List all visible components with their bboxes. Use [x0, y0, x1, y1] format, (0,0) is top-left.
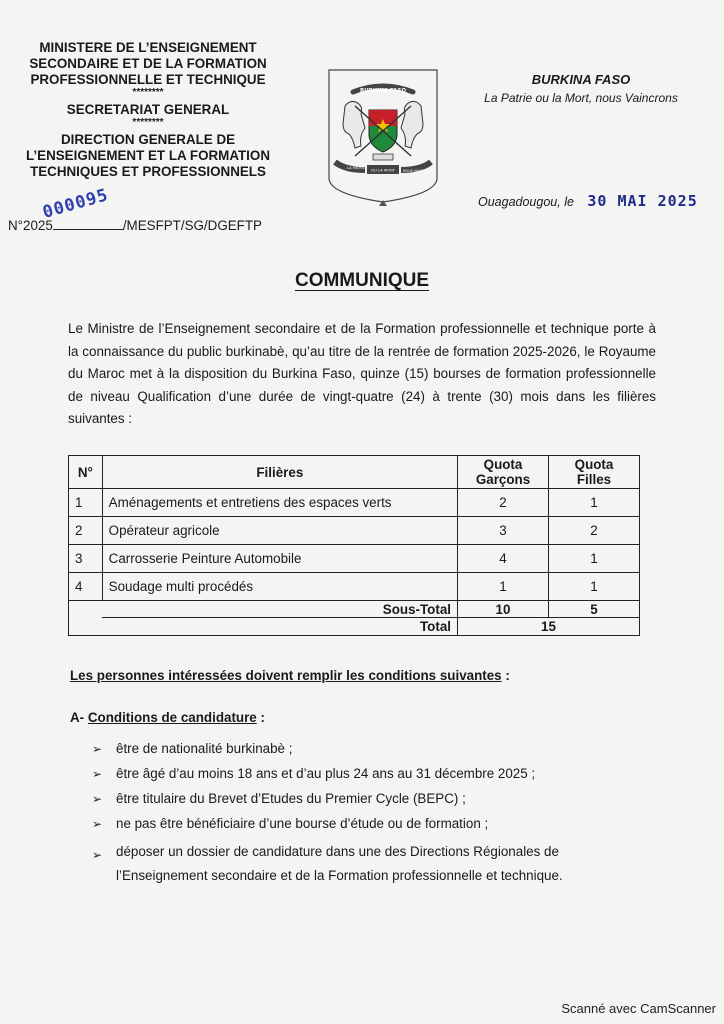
row-number: 4: [69, 573, 103, 601]
date-prefix: Ouagadougou, le: [478, 195, 574, 209]
direction-line: TECHNIQUES ET PROFESSIONNELS: [30, 164, 266, 179]
row-number: 3: [69, 545, 103, 573]
row-filiere: Soudage multi procédés: [102, 573, 457, 601]
direction-line: DIRECTION GENERALE DE: [60, 132, 236, 147]
row-quota-filles: 1: [549, 545, 640, 573]
list-item: ➢ être titulaire du Brevet d’Etudes du Premier Cycle (BEPC) ;: [92, 791, 466, 806]
subtotal-filles: 5: [549, 601, 640, 618]
arrow-bullet-icon: ➢: [92, 742, 103, 756]
row-number: 2: [69, 517, 103, 545]
row-filiere: Opérateur agricole: [102, 517, 457, 545]
scholarship-table: [68, 455, 640, 636]
conditions-intro: Les personnes intéressées doivent remplir les conditions suivantes :: [70, 668, 510, 683]
table-row: [69, 545, 640, 573]
list-item: ➢ déposer un dossier de candidature dans une des Directions Régionales de l’Enseignement secondaire et de la Formation professionnelle et technique.: [92, 844, 563, 883]
col-header-number: N°: [69, 456, 103, 489]
emblem-center-band: OU LA MORT: [371, 167, 395, 173]
direction-line: L’ENSEIGNEMENT ET LA FORMATION: [25, 148, 270, 163]
subtotal-garcons: 10: [458, 601, 549, 618]
row-quota-garcons: 2: [458, 489, 549, 517]
secretariat-line: SECRETARIAT GENERAL: [66, 102, 230, 117]
total-row: [69, 618, 640, 636]
emblem-left-band: LA PATRIE: [347, 166, 365, 170]
separator-stars: ********: [132, 117, 164, 128]
arrow-bullet-icon: ➢: [92, 767, 103, 781]
total-label: Total: [102, 618, 457, 636]
conditions-list: [92, 740, 652, 895]
table-row: [69, 517, 640, 545]
separator-stars: ********: [132, 87, 164, 98]
date-line: [478, 192, 698, 210]
date-stamp: 30 MAI 2025: [587, 192, 698, 210]
arrow-bullet-icon: ➢: [92, 817, 103, 831]
section-a-heading: A- Conditions de candidature :: [70, 710, 265, 725]
coat-of-arms-emblem: [325, 66, 441, 206]
scanner-footer: Scanné avec CamScanner: [561, 1001, 716, 1016]
col-header-quota-garcons: Quota Garçons: [458, 456, 549, 489]
ministry-line: SECONDAIRE ET DE LA FORMATION: [29, 56, 267, 71]
document-title: COMMUNIQUE: [294, 270, 430, 291]
col-header-filieres: Filières: [102, 456, 457, 489]
row-number: 1: [69, 489, 103, 517]
reference-stamp: 000095: [40, 185, 111, 223]
emblem-right-band: NOUS VAINCRONS: [403, 169, 434, 173]
row-filiere: Aménagements et entretiens des espaces verts: [102, 489, 457, 517]
list-item: ➢ être de nationalité burkinabè ;: [92, 741, 293, 756]
ministry-header: [4, 40, 292, 180]
table-header-row: [69, 456, 640, 489]
total-value: 15: [458, 618, 640, 636]
list-item: ➢ être âgé d’au moins 18 ans et d’au plus 24 ans au 31 décembre 2025 ;: [92, 766, 536, 781]
subtotal-label: Sous-Total: [102, 601, 457, 618]
body-paragraph: Le Ministre de l’Enseignement secondaire et de la Formation professionnelle et technique porte à la connaissance du public burkinabè, qu’au titre de la rentrée de formation 2025-2026, le Royaume du Maroc met à la disposition du Burkina Faso, quinze (15) bourses de formation professionnelle de niveau Qualification d’une durée de vingt-quatre (24) à trente (30) mois dans les filières suivantes :: [68, 321, 656, 426]
national-motto: La Patrie ou la Mort, nous Vaincrons: [484, 91, 678, 105]
row-quota-garcons: 3: [458, 517, 549, 545]
table-row: [69, 489, 640, 517]
arrow-bullet-icon: ➢: [92, 792, 103, 806]
row-quota-filles: 2: [549, 517, 640, 545]
country-name: BURKINA FASO: [531, 72, 631, 87]
ministry-line: PROFESSIONNELLE ET TECHNIQUE: [30, 72, 266, 87]
row-quota-garcons: 4: [458, 545, 549, 573]
ministry-line: MINISTERE DE L’ENSEIGNEMENT: [39, 40, 257, 55]
row-filiere: Carrosserie Peinture Automobile: [102, 545, 457, 573]
subtotal-row: [69, 601, 640, 618]
emblem-top-label: BURKINA FASO: [360, 88, 406, 94]
list-item: ➢ ne pas être bénéficiaire d’une bourse d’étude ou de formation ;: [92, 816, 489, 831]
ref-prefix: N°2025: [8, 218, 53, 233]
table-row: [69, 573, 640, 601]
ref-suffix: /MESFPT/SG/DGEFTP: [122, 218, 262, 233]
row-quota-filles: 1: [549, 489, 640, 517]
row-quota-garcons: 1: [458, 573, 549, 601]
arrow-bullet-icon: ➢: [92, 848, 103, 862]
col-header-quota-filles: Quota Filles: [549, 456, 640, 489]
row-quota-filles: 1: [549, 573, 640, 601]
country-header: [466, 72, 696, 105]
